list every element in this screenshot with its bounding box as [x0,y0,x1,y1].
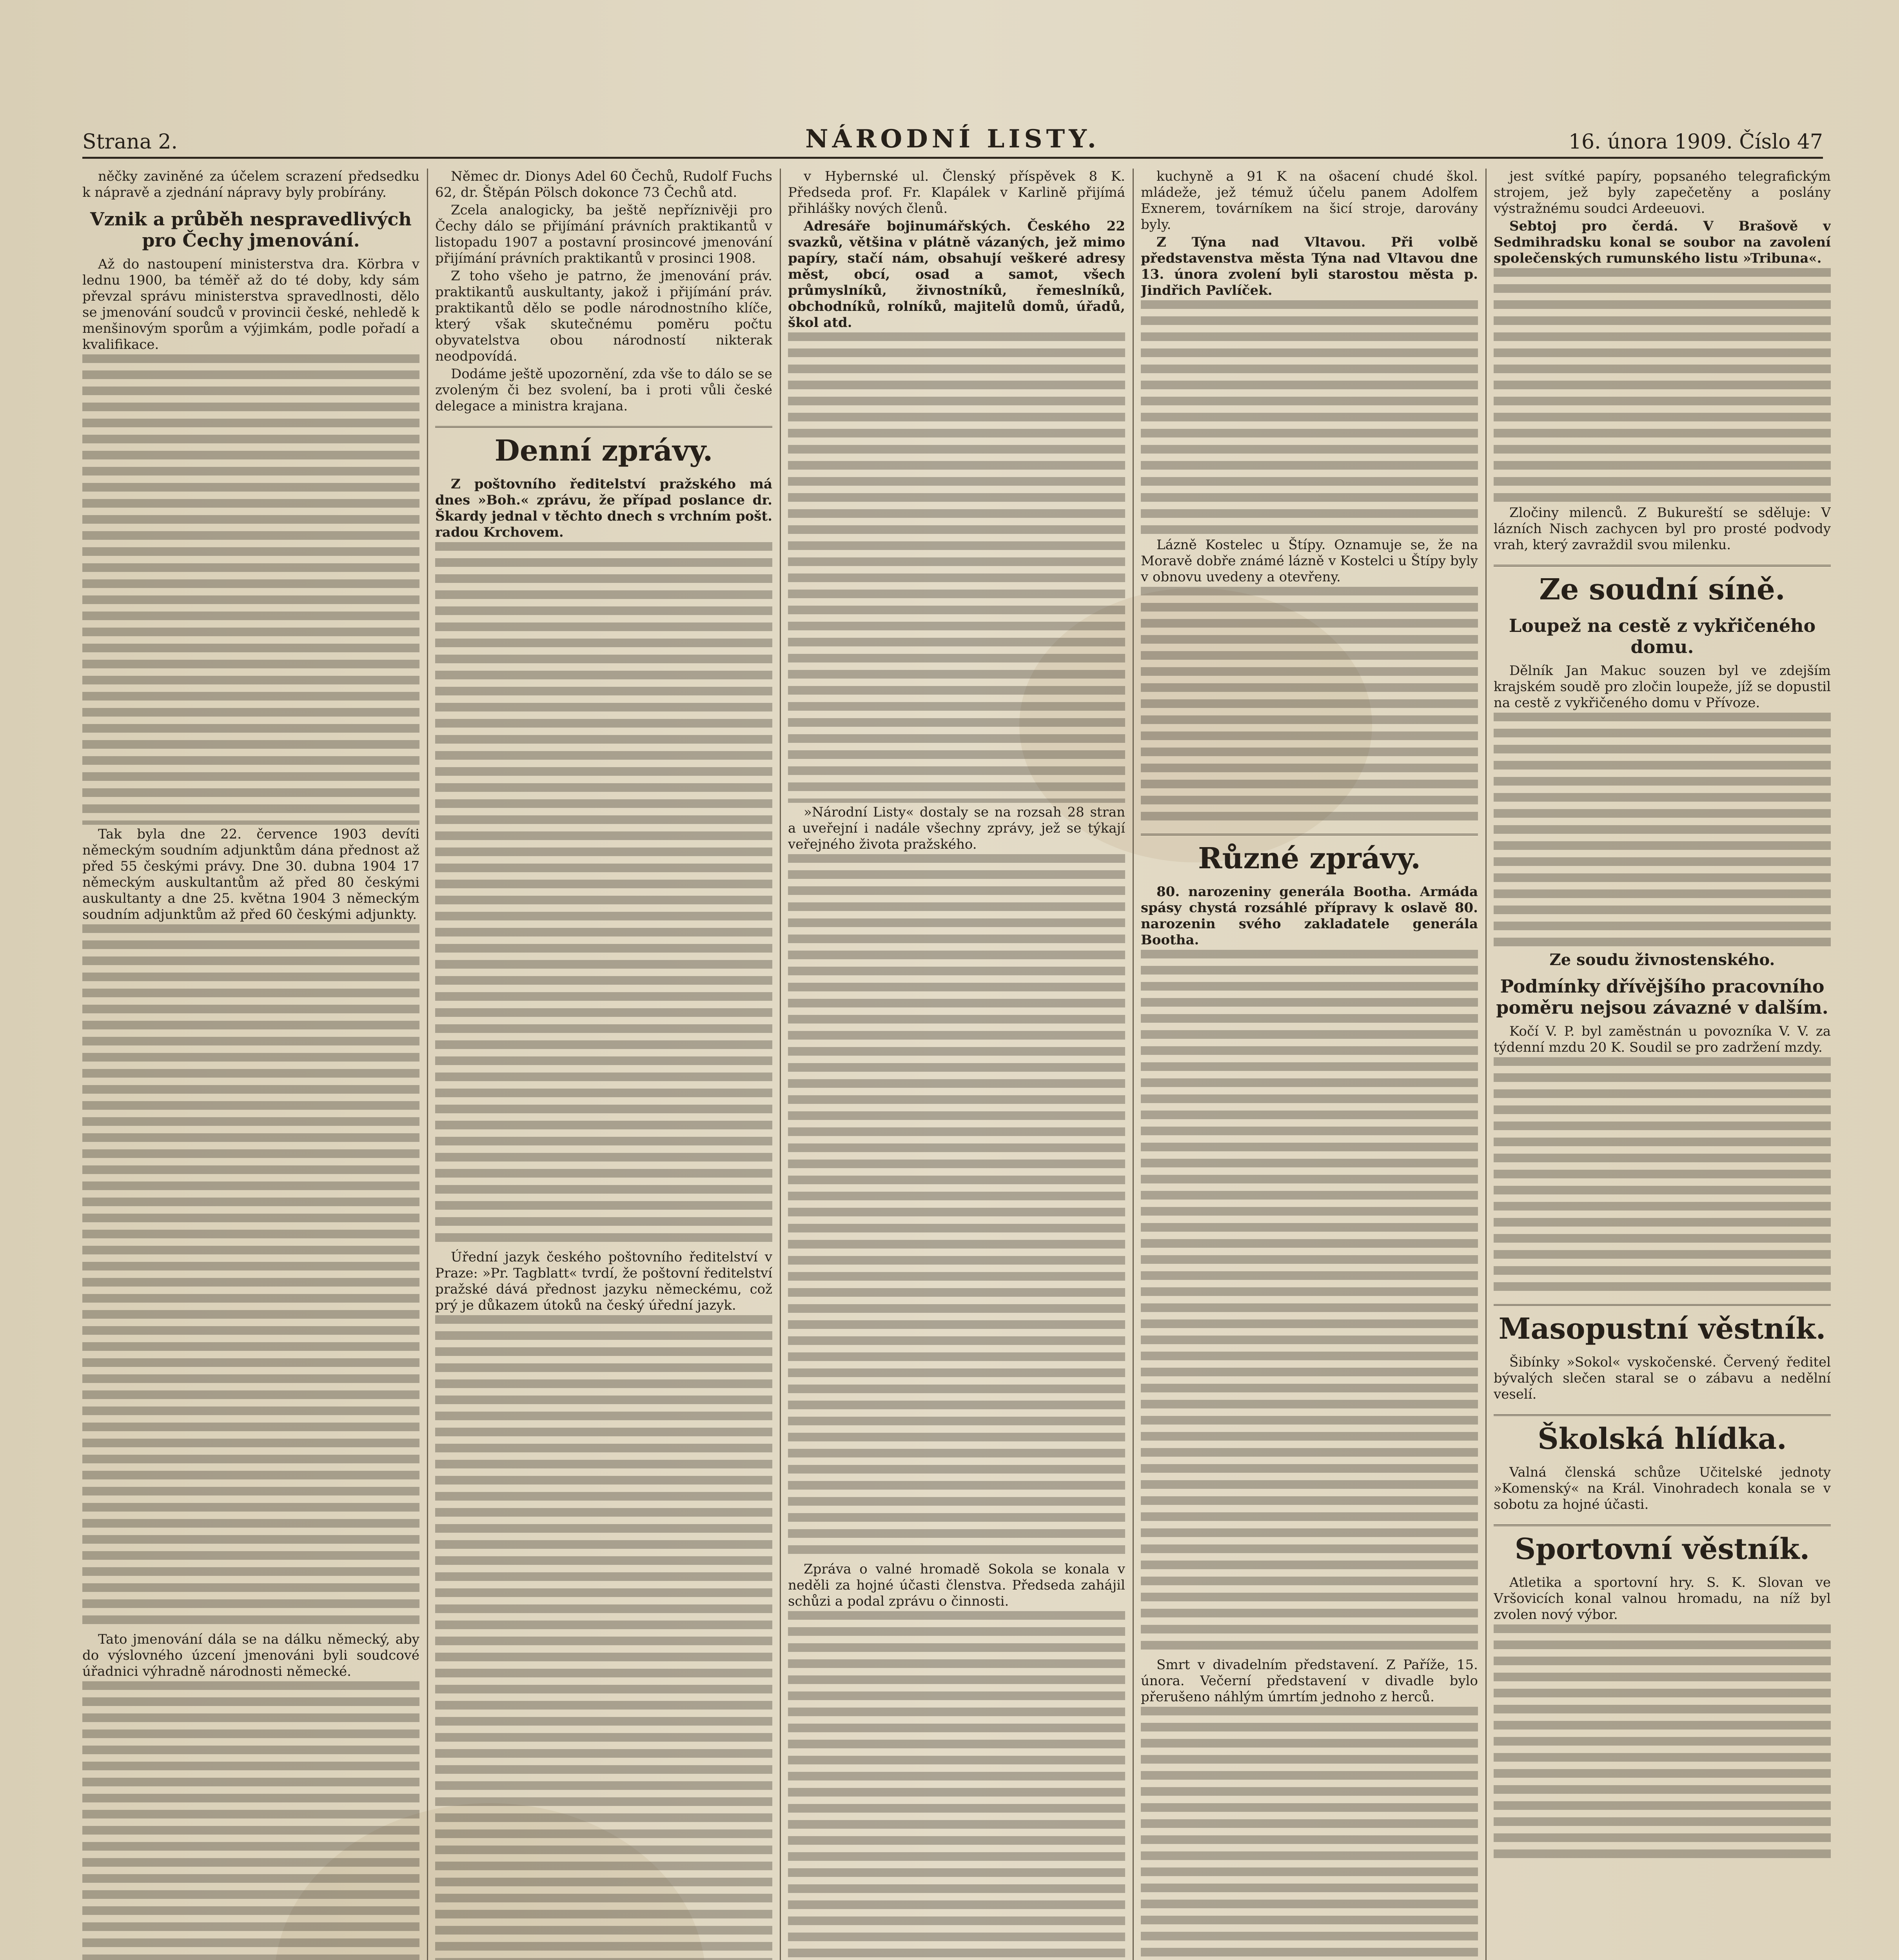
column-rule [1133,169,1134,1960]
news-item: Úřední jazyk českého poštovního ředitelství v Praze: »Pr. Tagblatt« tvrdí, že poštovní ředitelství pražské dává přednost jazyku německému, což prý je důkazem útoků na český úřední jazyk. [435,1249,772,1313]
section-title-sportovni-vestnik: Sportovní věstník. [1494,1524,1831,1567]
column-rule [1485,169,1487,1960]
news-lead: Adresáře bojinumářských. Českého 22 svazků, většina v plátně vázaných, jež mimo papíry, stačí nám, obsahují veškeré adresy měst, obcí, osad a samot, všech průmyslníků, živnostníků, řemeslníků, obchodníků, rolníků, majitelů domů, úřadů, škol atd. [788,218,1125,330]
section-title-skolska-hlidka: Školská hlídka. [1494,1414,1831,1457]
article-paragraph: Němec dr. Dionys Adel 60 Čechů, Rudolf Fuchs 62, dr. Štěpán Pölsch dokonce 73 Čechů atd. [435,169,772,200]
column-rule [427,169,428,1960]
news-item [1141,1707,1478,1960]
article-paragraph: Dodáme ještě upozornění, zda vše to dálo se se zvoleným či bez svolení, ba i proti vůli české delegace a ministra krajana. [435,366,772,414]
column-rule [780,169,781,1960]
column-4 [1141,169,1478,1960]
article-paragraph: Až do nastoupení ministerstva dra. Körbra v lednu 1900, ba téměř až do té doby, kdy sám převzal správu ministerstva spravedlnosti, dělo se jmenování soudců v provincii české, nehledě k menšinovým sporům a výjimkám, podle pořadí a kvalifikace. [82,256,419,352]
news-item [435,542,772,1248]
news-item [435,1315,772,1960]
news-item: Atletika a sportovní hry. S. K. Slovan ve Vršovicích konal valnou hromadu, na níž byl zvolen nový výbor. [1494,1575,1831,1622]
news-item: v Hybernské ul. Členský příspěvek 8 K. Předseda prof. Fr. Klapálek v Karlině přijímá přihlášky nových členů. [788,169,1125,216]
article-title: Podmínky dřívějšího pracovního poměru nejsou závazné v dalším. [1496,976,1828,1018]
column-2 [435,169,772,1960]
article-title: Loupež na cestě z vykřičeného domu. [1509,615,1816,657]
news-item: Zpráva o valné hromadě Sokola se konala v neděli za hojné účasti členstva. Předseda zahájil schůzi a podal zprávu o činnosti. [788,1561,1125,1609]
news-item: jest svítké papíry, popsaného telegrafickým strojem, jež byly zapečetěny a poslány výstražnému soudci Ardeeuovi. [1494,169,1831,216]
news-item: Smrt v divadelním představení. Z Paříže, 15. února. Večerní představení v divadle bylo přerušeno náhlým úmrtím jednoho z herců. [1141,1657,1478,1705]
news-item [788,1611,1125,1960]
news-lead: Z poštovního ředitelství pražského má dnes »Boh.« zprávu, že případ poslance dr. Škardy jednal v těchto dnech s vrchním pošt. radou Krchovem. [435,476,772,540]
article-intro: něčky zaviněné za účelem scrazení předsedku k nápravě a zjednání nápravy byly probírány. [82,169,419,200]
column-3 [788,169,1125,1960]
news-item: Valná členská schůze Učitelské jednoty »Komenský« na Král. Vinohradech konala se v sobotu za hojné účasti. [1494,1465,1831,1512]
section-title-ruzne-zpravy: Různé zprávy. [1141,834,1478,876]
news-item [1494,1624,1831,1860]
news-item [1141,300,1478,535]
issue-date: 16. února 1909. Číslo 47 [1568,130,1823,154]
section-title-masopustni-vestnik: Masopustní věstník. [1494,1304,1831,1347]
news-item: kuchyně a 91 K na ošacení chudé škol. mládeže, jež témuž účelu panem Adolfem Exnerem, továrníkem na šicí stroje, darovány byly. [1141,169,1478,232]
news-item [1141,587,1478,822]
news-item [788,332,1125,803]
news-item: Kočí V. P. byl zaměstnán u povozníka V. V. za týdenní mzdu 20 K. Soudil se pro zadržení mzdy. [1494,1024,1831,1055]
article-paragraph [82,354,419,825]
page-header [82,118,1823,159]
news-item [1494,268,1831,503]
news-item [788,854,1125,1560]
article-paragraph: Zcela analogicky, ba ještě nepříznivěji pro Čechy dálo se přijímání právních praktikantů v listopadu 1907 a postavní prosincové jmenování přijímání právních praktikantů v prosinci 1908. [435,202,772,266]
article-paragraph [82,1681,419,1960]
news-lead: Sebtoj pro čerdá. V Brašově v Sedmihradsku konal se soubor na zavolení společenských rumunského listu »Tribuna«. [1494,218,1831,266]
article-paragraph: Z toho všeho je patrno, že jmenování práv. praktikantů auskultanty, jakož i přijímání práv. praktikantů dělo se podle národnostního klíče, který však skutečnému poměru počtu obyvatelstva obou národností nikterak neodpovídá. [435,268,772,364]
section-title-denni-zpravy: Denní zprávy. [435,426,772,468]
masthead-title: NÁRODNÍ LISTY. [805,124,1100,154]
news-lead: 80. narozeniny generála Bootha. Armáda spásy chystá rozsáhlé přípravy k oslavě 80. narozenin svého zakladatele generála Bootha. [1141,884,1478,948]
news-item [1494,1057,1831,1292]
news-item: Lázně Kostelec u Štípy. Oznamuje se, že na Moravě dobře známé lázně v Kostelci u Štípy byly v obnovu uvedeny a otevřeny. [1141,537,1478,585]
article-paragraph [82,924,419,1630]
news-item: »Národní Listy« dostaly se na rozsah 28 stran a uveřejní i nadále všechny zprávy, jež se týkají veřejného života pražského. [788,804,1125,852]
news-item: Dělník Jan Makuc souzen byl ve zdejším krajském soudě pro zločin loupeže, jíž se dopustil na cestě z vykřičeného domu v Přívoze. [1494,663,1831,711]
news-item [1141,950,1478,1655]
subsection-title: Ze soudu živnostenského. [1549,951,1775,969]
news-item: Zločiny milenců. Z Bukureští se sděluje: V lázních Nisch zachycen byl pro prosté podvody vrah, který zavraždil svou milenku. [1494,505,1831,553]
article-paragraph: Tato jmenování dála se na dálku německý, aby do výslovného úzcení jmenováni byli soudcové úřadnici výhradně národnosti německé. [82,1632,419,1679]
page-number: Strana 2. [82,130,178,154]
news-item: Šibínky »Sokol« vyskočenské. Červený ředitel bývalých slečen staral se o zábavu a nedělní veselí. [1494,1354,1831,1402]
article-title: Vznik a průběh nespravedlivých pro Čechy jmenování. [90,209,412,251]
section-title-soudni-sin: Ze soudní síně. [1494,565,1831,607]
column-5 [1494,169,1831,1960]
column-1 [82,169,419,1960]
news-lead: Z Týna nad Vltavou. Při volbě představenstva města Týna nad Vltavou dne 13. února zvolení byli starostou města p. Jindřich Pavlíček. [1141,234,1478,298]
news-item [1494,713,1831,948]
article-paragraph: Tak byla dne 22. července 1903 devíti německým soudním adjunktům dána přednost až před 55 českými právy. Dne 30. dubna 1904 17 německým auskultantům až před 80 českými auskultanty a dne 25. května 1904 3 německým soudním adjunktům až před 60 českými adjunkty. [82,826,419,922]
